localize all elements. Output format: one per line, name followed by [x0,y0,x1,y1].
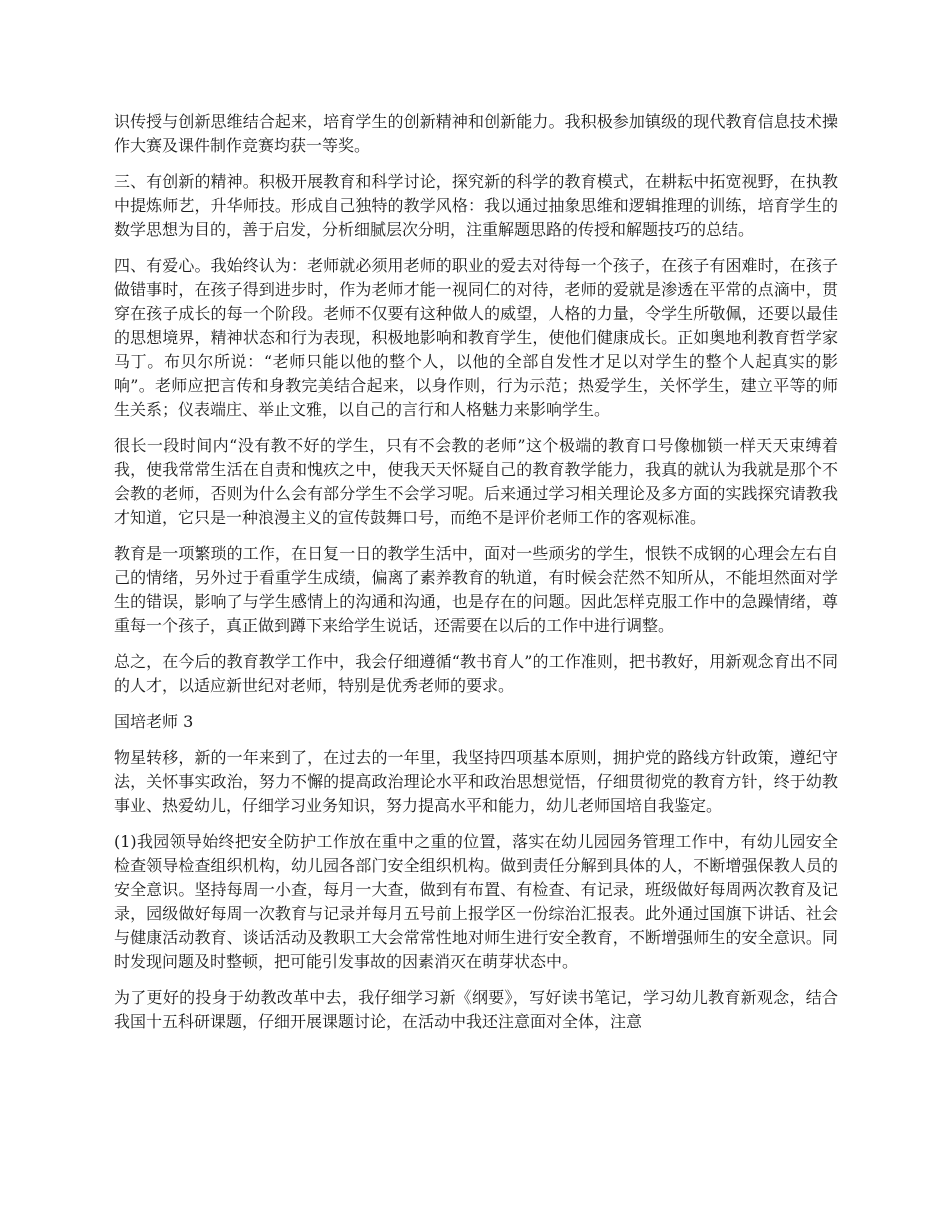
paragraph: 四、有爱心。我始终认为：老师就必须用老师的职业的爱去对待每一个孩子，在孩子有困难时，在孩子做错事时，在孩子得到进步时，作为老师才能一视同仁的对待，老师的爱就是渗透在平常的点滴中，贯穿在孩子成长的每一个阶段。老师不仅要有这种做人的威望，人格的力量，令学生所敬佩，还要以最佳的思想境界，精神状态和行为表现，积极地影响和教育学生，使他们健康成长。正如奥地利教育哲学家马丁。布贝尔所说：“老师只能以他的整个人，以他的全部自发性才足以对学生的整个人起真实的影响”。老师应把言传和身教完美结合起来，以身作则，行为示范；热爱学生，关怀学生，建立平等的师生关系；仪表端庄、举止文雅，以自己的言行和人格魅力来影响学生。 [114,256,838,419]
paragraph: 三、有创新的精神。积极开展教育和科学讨论，探究新的科学的教育模式，在耕耘中拓宽视野，在执教中提炼师艺，升华师技。形成自己独特的教学风格：我以通过抽象思维和逻辑推理的训练，培育学生的数学思想为目的，善于启发，分析细腻层次分明，注重解题思路的传授和解题技巧的总结。 [114,172,838,239]
paragraph: 物星转移，新的一年来到了，在过去的一年里，我坚持四项基本原则，拥护党的路线方针政策，遵纪守法，关怀事实政治，努力不懈的提高政治理论水平和政治思想觉悟，仔细贯彻党的教育方针，终于幼教事业、热爱幼儿，仔细学习业务知识，努力提高水平和能力，幼儿老师国培自我鉴定。 [114,748,838,815]
paragraph: 教育是一项繁琐的工作，在日复一日的教学生活中，面对一些顽劣的学生，恨铁不成钢的心理会左右自己的情绪，另外过于看重学生成绩，偏离了素养教育的轨道，有时候会茫然不知所从，不能坦然面对学生的错误，影响了与学生感情上的沟通和沟通，也是存在的问题。因此怎样克服工作中的急躁情绪，尊重每一个孩子，真正做到蹲下来给学生说话，还需要在以后的工作中进行调整。 [114,544,838,635]
section-title: 国培老师 3 [114,712,194,731]
paragraph: 为了更好的投身于幼教改革中去，我仔细学习新《纲要》，写好读书笔记，学习幼儿教育新观念，结合我国十五科研课题，仔细开展课题讨论，在活动中我还注意面对全体，注意 [114,988,838,1031]
paragraph: 识传授与创新思维结合起来，培育学生的创新精神和创新能力。我积极参加镇级的现代教育信息技术操作大赛及课件制作竞赛均获一等奖。 [114,112,838,155]
paragraph: (1)我园领导始终把安全防护工作放在重中之重的位置，落实在幼儿园园务管理工作中，有幼儿园安全检查领导检查组织机构，幼儿园各部门安全组织机构。做到责任分解到具体的人，不断增强保教人员的安全意识。坚持每周一小查，每月一大查，做到有布置、有检查、有记录，班级做好每周两次教育及记录，园级做好每周一次教育与记录并每月五号前上报学区一份综治汇报表。此外通过国旗下讲话、社会与健康活动教育、谈话活动及教职工大会常常性地对师生进行安全教育，不断增强师生的安全意识。同时发现问题及时整顿，把可能引发事故的因素消灭在萌芽状态中。 [114,832,838,971]
document-page [114,110,838,1046]
paragraph: 很长一段时间内“没有教不好的学生，只有不会教的老师”这个极端的教育口号像枷锁一样天天束缚着我，使我常常生活在自责和愧疚之中，使我天天怀疑自己的教育教学能力，我真的就认为我就是那个不会教的老师，否则为什么会有部分学生不会学习呢。后来通过学习相关理论及多方面的实践探究请教我才知道，它只是一种浪漫主义的宣传鼓舞口号，而绝不是评价老师工作的客观标准。 [114,436,838,527]
paragraph: 总之，在今后的教育教学工作中，我会仔细遵循“教书育人”的工作准则，把书教好，用新观念育出不同的人才，以适应新世纪对老师，特别是优秀老师的要求。 [114,652,838,695]
